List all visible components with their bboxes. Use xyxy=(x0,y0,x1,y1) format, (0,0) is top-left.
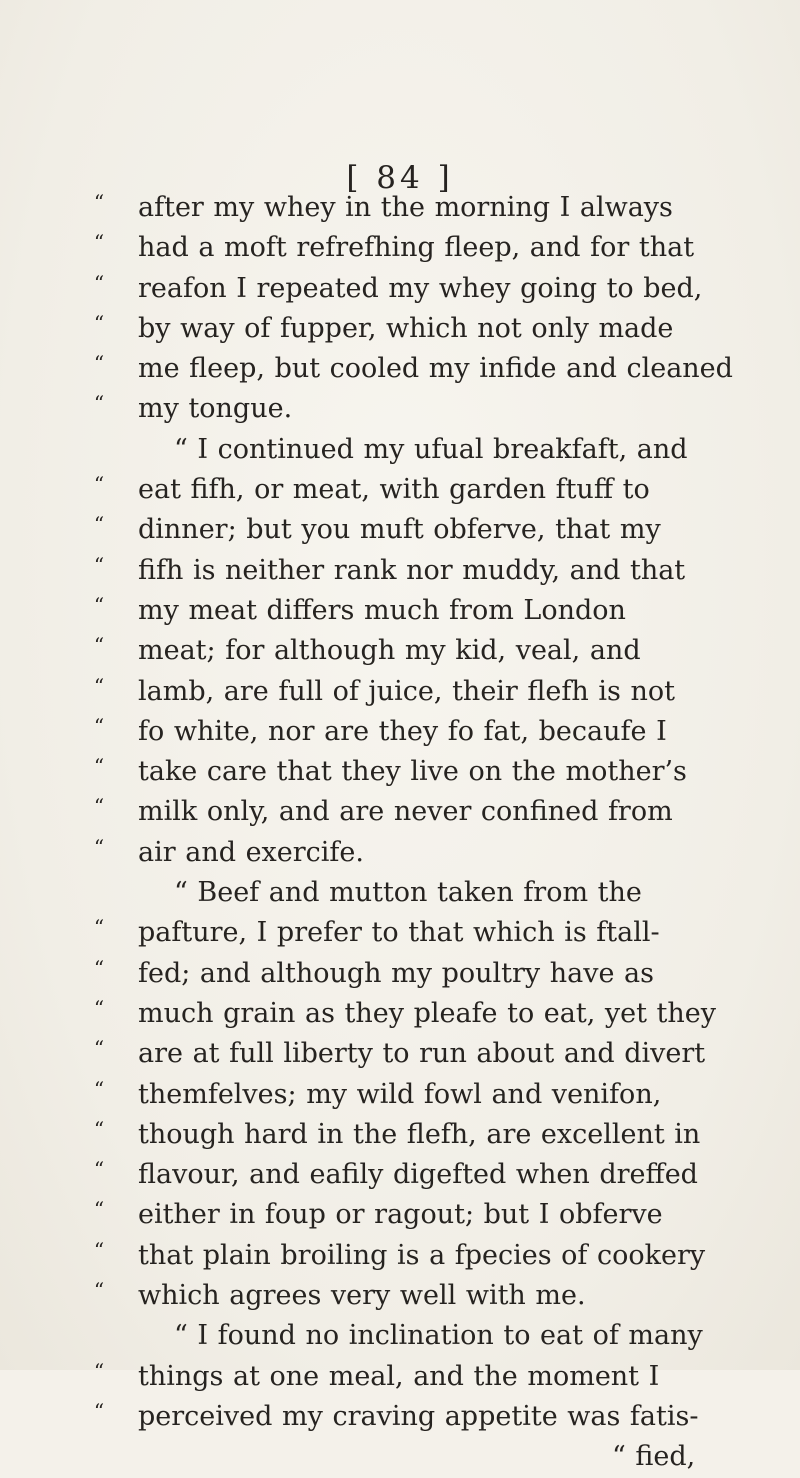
line-text: lamb, are full of juice, their flefh is not xyxy=(138,675,675,707)
text-line xyxy=(138,873,800,913)
margin-quote-mark: “ xyxy=(93,995,105,1020)
text-line xyxy=(93,510,800,550)
body-text xyxy=(93,188,800,1478)
line-text: milk only, and are never confined from xyxy=(138,796,673,828)
margin-quote-mark: “ xyxy=(93,1197,105,1222)
line-text: that plain broiling is a fpecies of cookery xyxy=(138,1239,706,1271)
line-text: had a moft refrefhing fleep, and for that xyxy=(138,232,695,264)
text-line xyxy=(93,309,800,349)
line-text: much grain as they pleafe to eat, yet they xyxy=(138,997,717,1029)
margin-quote-mark: “ xyxy=(93,391,105,416)
line-text: are at full liberty to run about and divert xyxy=(138,1038,706,1070)
line-text: fo white, nor are they fo fat, becaufe I xyxy=(138,715,667,747)
margin-quote-mark: “ xyxy=(93,955,105,980)
text-line xyxy=(93,994,800,1034)
line-text: perceived my craving appetite was fatis- xyxy=(138,1400,699,1432)
line-text: fed; and although my poultry have as xyxy=(138,957,655,989)
margin-quote-mark: “ xyxy=(93,794,105,819)
line-text: pafture, I prefer to that which is ftall- xyxy=(138,917,660,949)
line-text: dinner; but you muft obferve, that my xyxy=(138,514,661,546)
text-line xyxy=(93,1236,800,1276)
line-text: flavour, and eafily digefted when dreffed xyxy=(138,1159,698,1191)
margin-quote-mark: “ xyxy=(93,1398,105,1423)
text-line xyxy=(93,833,800,873)
line-text: “ I continued my ufual breakfaft, and xyxy=(174,433,688,465)
text-line xyxy=(93,1357,800,1397)
margin-quote-mark: “ xyxy=(93,472,105,497)
margin-quote-mark: “ xyxy=(93,834,105,859)
text-line xyxy=(93,551,800,591)
text-line xyxy=(93,672,800,712)
margin-quote-mark: “ xyxy=(93,673,105,698)
line-text: though hard in the flefh, are excellent in xyxy=(138,1118,701,1150)
text-line xyxy=(93,752,800,792)
text-line xyxy=(93,1397,800,1437)
margin-quote-mark: “ xyxy=(93,190,105,214)
margin-quote-mark: “ xyxy=(93,552,105,577)
margin-quote-mark: “ xyxy=(93,1076,105,1101)
line-text: which agrees very well with me. xyxy=(138,1280,586,1312)
text-line xyxy=(93,1276,800,1316)
line-text: after my whey in the morning I always xyxy=(138,192,673,223)
margin-quote-mark: “ xyxy=(93,1237,105,1262)
line-text: take care that they live on the mother’s xyxy=(138,756,687,788)
margin-quote-mark: “ xyxy=(93,915,105,940)
line-text: my meat differs much from London xyxy=(138,594,626,626)
line-text: reafon I repeated my whey going to bed, xyxy=(138,272,703,304)
line-text: fifh is neither rank nor muddy, and that xyxy=(138,554,686,586)
margin-quote-mark: “ xyxy=(93,754,105,779)
text-line xyxy=(93,1195,800,1235)
text-line xyxy=(93,1115,800,1155)
line-text: meat; for although my kid, veal, and xyxy=(138,635,641,667)
margin-quote-mark: “ xyxy=(93,1116,105,1141)
text-line xyxy=(93,792,800,832)
text-line xyxy=(138,430,800,470)
text-line xyxy=(138,1437,800,1477)
text-line xyxy=(93,1155,800,1195)
line-text: eat fifh, or meat, with garden ftuff to xyxy=(138,474,650,506)
line-text: my tongue. xyxy=(138,393,293,425)
text-line xyxy=(93,591,800,631)
text-line xyxy=(93,631,800,671)
text-line xyxy=(138,1316,800,1356)
margin-quote-mark: “ xyxy=(93,1278,105,1303)
text-line xyxy=(93,1034,800,1074)
line-text: either in foup or ragout; but I obferve xyxy=(138,1199,663,1231)
text-line xyxy=(93,712,800,752)
line-text: “ I found no inclination to eat of many xyxy=(174,1320,703,1352)
margin-quote-mark: “ xyxy=(93,592,105,617)
line-text: by way of fupper, which not only made xyxy=(138,312,674,344)
text-line xyxy=(93,389,800,429)
line-text: “ Beef and mutton taken from the xyxy=(174,877,642,909)
line-text: me fleep, but cooled my infide and cleaned xyxy=(138,353,733,385)
margin-quote-mark: “ xyxy=(93,713,105,738)
page-number: [ 84 ] xyxy=(346,160,454,196)
line-text: themfelves; my wild fowl and venifon, xyxy=(138,1078,662,1110)
margin-quote-mark: “ xyxy=(93,633,105,658)
text-line xyxy=(93,954,800,994)
margin-quote-mark: “ xyxy=(93,351,105,376)
margin-quote-mark: “ xyxy=(93,310,105,335)
text-line xyxy=(93,349,800,389)
text-line xyxy=(93,269,800,309)
margin-quote-mark: “ xyxy=(93,1358,105,1383)
line-text: “ fied, xyxy=(612,1441,696,1473)
text-line xyxy=(93,913,800,953)
margin-quote-mark: “ xyxy=(93,512,105,537)
text-line xyxy=(93,188,800,228)
line-text: things at one meal, and the moment I xyxy=(138,1360,660,1392)
margin-quote-mark: “ xyxy=(93,1157,105,1182)
text-line xyxy=(93,228,800,268)
margin-quote-mark: “ xyxy=(93,230,105,255)
margin-quote-mark: “ xyxy=(93,1036,105,1061)
margin-quote-mark: “ xyxy=(93,270,105,295)
line-text: air and exercife. xyxy=(138,836,364,868)
text-line xyxy=(93,470,800,510)
text-line xyxy=(93,1075,800,1115)
